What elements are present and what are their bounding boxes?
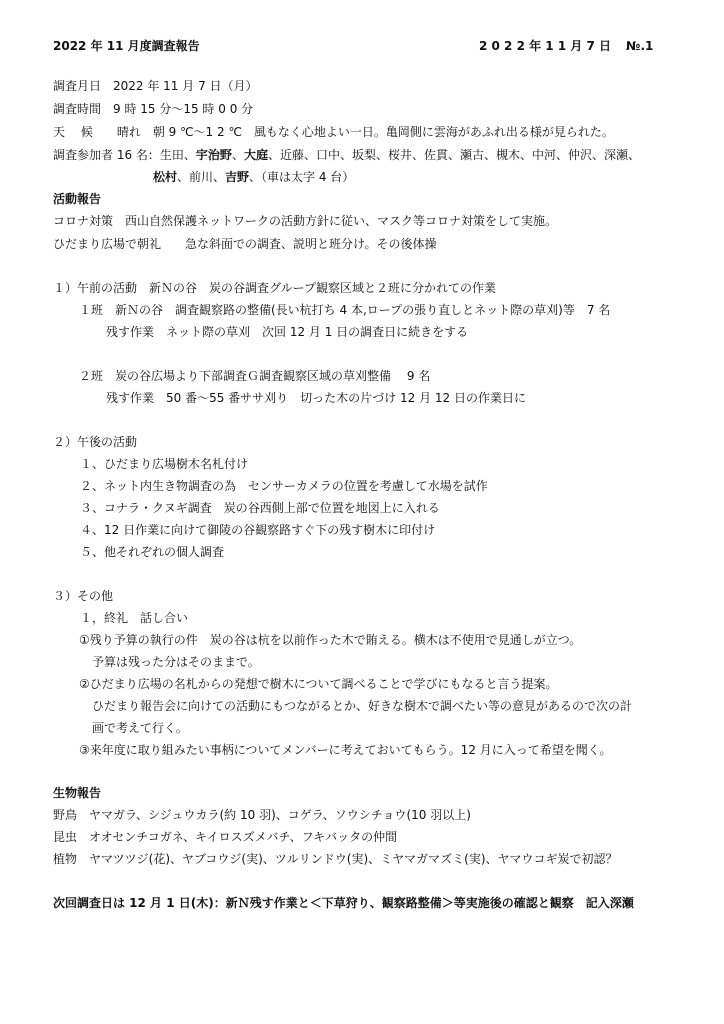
corona-measures: コロナ対策 西山自然保護ネットワークの活動方針に従い、マスク等コロナ対策をして実施。 [53, 214, 558, 228]
closing-meeting: １，終礼 話し合い [80, 611, 189, 625]
activity-heading: 活動報告 [53, 192, 102, 206]
afternoon-item: １、ひだまり広場樹木名札付け [80, 457, 249, 471]
survey-date: 調査月日 2022 年 11 月 7 日（月） [53, 79, 258, 93]
other-line: 予算は残った分はそのままで。 [92, 655, 260, 669]
afternoon-item: ３、コナラ・クヌギ調査 炭の谷西側上部で位置を地図上に入れる [80, 501, 440, 515]
other-line: ひだまり報告会に向けての活動にもつながるとか、好きな樹木で調べたい等の意見があるので次の計 [92, 699, 633, 713]
participants-prefix: 調査参加者 16 名： [53, 148, 160, 162]
participant-names: 、 [231, 148, 244, 162]
participant-driver: 松村 [153, 170, 178, 184]
other-line: ①残り予算の執行の件 炭の谷は杭を以前作った木で賄える。横木は不使用で見通しが立つ。 [79, 633, 582, 647]
report-title: 2022 年 11 月度調査報告 [53, 39, 200, 53]
team-2-remaining: 残す作業 50 番～55 番ササ刈り 切った木の片づけ 12 月 12 日の作業日に [106, 391, 526, 405]
section-1-title: １）午前の活動 新Ｎの谷 炭の谷調査グループ観察区域と２班に分かれての作業 [53, 281, 497, 295]
section-3-title: ３）その他 [53, 589, 114, 603]
report-date: 2 0 2 2 年 1 1 月 7 日 [479, 39, 612, 53]
bio-insects: 昆虫 オオセンチコガネ、キイロスズメバチ、フキバッタの仲間 [53, 830, 398, 844]
bio-heading: 生物報告 [53, 786, 102, 800]
team-2: ２班 炭の谷広場より下部調査Ｇ調査観察区域の草刈整備 9 名 [79, 369, 431, 383]
participant-names: 、（車は太字 4 台） [249, 170, 355, 184]
participant-driver: 吉野 [225, 170, 250, 184]
bio-plants: 植物 ヤマツツジ(花)、ヤブコウジ(実)、ツルリンドウ(実)、ミヤマガマズミ(実)、ヤマウコギ炭で初認？ [53, 852, 618, 866]
other-line: 画で考えて行く。 [92, 721, 188, 735]
morning-call: ひだまり広場で朝礼 急な斜面での調査、説明と班分け。その後体操 [53, 237, 437, 251]
participants-line-2 [153, 169, 354, 185]
report-number: №.1 [626, 39, 654, 53]
participants-line-1 [53, 147, 640, 163]
afternoon-item: ５、他それぞれの個人調査 [80, 545, 225, 559]
participant-driver: 宇治野 [195, 148, 232, 162]
team-1-remaining: 残す作業 ネット際の草刈 次回 12 月 1 日の調査日に続きをする [106, 325, 469, 339]
bio-birds: 野鳥 ヤマガラ、シジュウカラ(約 10 羽)、コゲラ、ソウシチョウ(10 羽以上) [53, 808, 471, 822]
participant-names: 、近藤、口中、坂梨、桜井、佐貫、瀬古、槻木、中河、仲沢、深瀬、 [267, 148, 640, 162]
other-line: ③来年度に取り組みたい事柄についてメンバーに考えておいてもらう。12 月に入って希望を聞く。 [79, 743, 612, 757]
participant-names: 生田、 [159, 148, 196, 162]
other-line: ②ひだまり広場の名札からの発想で樹木について調べることで学びにもなると言う提案。 [79, 677, 558, 691]
participants-names-1 [160, 148, 640, 162]
team-1: １班 新Ｎの谷 調査観察路の整備(長い杭打ち 4 本,ロープの張り直しとネット際の草刈)等 7 名 [79, 303, 611, 317]
participant-names: 、前川、 [177, 170, 226, 184]
survey-time: 調査時間 9 時 15 分～15 時 0 0 分 [53, 102, 254, 116]
section-2-title: ２）午後の活動 [53, 435, 138, 449]
afternoon-item: ４、12 日作業に向けて御陵の谷観察路すぐ下の残す樹木に印付け [80, 523, 436, 537]
weather: 天 候 晴れ 朝 9 ℃～1 2 ℃ 風もなく心地よい一日。亀岡側に雲海があふれ出る様が見られた。 [53, 125, 614, 139]
participant-driver: 大庭 [243, 148, 268, 162]
next-survey: 次回調査日は 12 月 1 日(木)：新Ｎ残す作業と＜下草狩り、観察路整備＞等実施後の確認と観察 記入深瀬 [53, 896, 634, 910]
afternoon-item: ２、ネット内生き物調査の為 センサーカメラの位置を考慮して水場を試作 [80, 479, 488, 493]
